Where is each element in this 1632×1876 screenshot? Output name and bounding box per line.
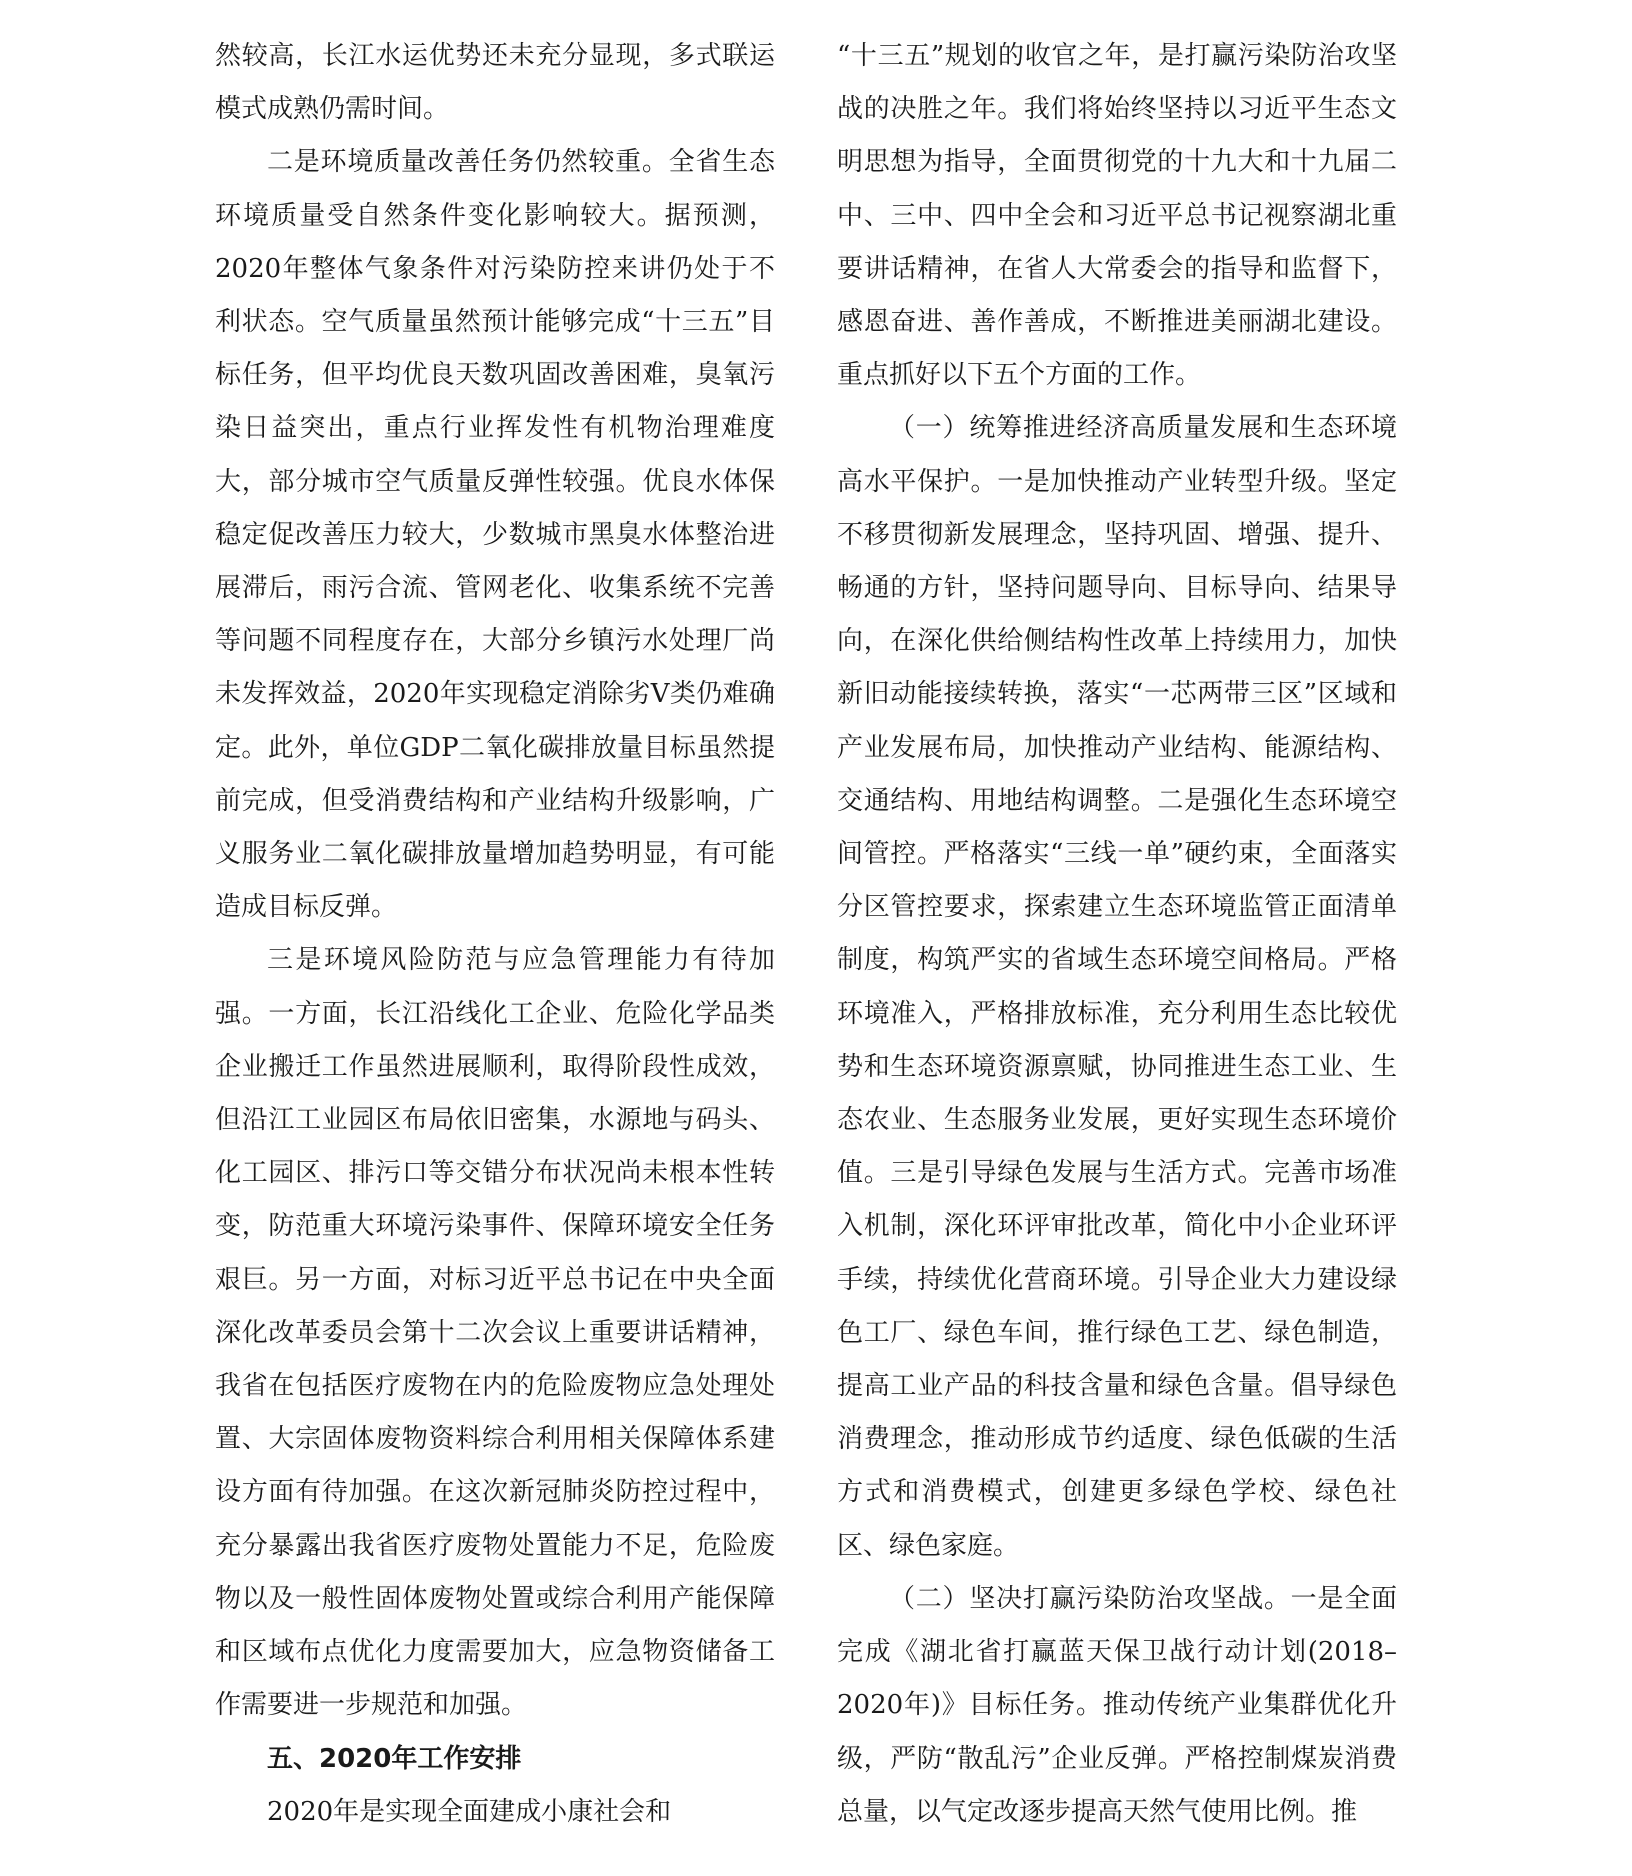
paragraph-continued-right: “十三五”规划的收官之年，是打赢污染防治攻坚战的决胜之年。我们将始终坚持以习近平生态文明思想为指导，全面贯彻党的十九大和十九届二中、三中、四中全会和习近平总书记视察湖北重要讲话精神，在省人大常委会的指导和监督下，感恩奋进、善作善成，不断推进美丽湖北建设。重点抓好以下五个方面的工作。 [837,41,1397,391]
paragraph-item-1: （一）统筹推进经济高质量发展和生态环境高水平保护。一是加快推动产业转型升级。坚定不移贯彻新发展理念，坚持巩固、增强、提升、畅通的方针，坚持问题导向、目标导向、结果导向，在深化供给侧结构性改革上持续用力，加快新旧动能接续转换，落实“一芯两带三区”区域和产业发展布局，加快推动产业结构、能源结构、交通结构、用地结构调整。二是强化生态环境空间管控。严格落实“三线一单”硬约束，全面落实分区管控要求，探索建立生态环境监管正面清单制度，构筑严实的省域生态环境空间格局。严格环境准入，严格排放标准，充分利用生态比较优势和生态环境资源禀赋，协同推进生态工业、生态农业、生态服务业发展，更好实现生态环境价值。三是引导绿色发展与生活方式。完善市场准入机制，深化环评审批改革，简化中小企业环评手续，持续优化营商环境。引导企业大力建设绿色工厂、绿色车间，推行绿色工艺、绿色制造，提高工业产品的科技含量和绿色含量。倡导绿色消费理念，推动形成节约适度、绿色低碳的生活方式和消费模式，创建更多绿色学校、绿色社区、绿色家庭。 [837,413,1397,1561]
paragraph-2020-intro: 2020年是实现全面建成小康社会和 [267,1796,672,1827]
paragraph-item-2: （二）坚决打赢污染防治攻坚战。一是全面完成《湖北省打赢蓝天保卫战行动计划(2018–2020年)》目标任务。推动传统产业集群优化升级，严防“散乱污”企业反弹。严格控制煤炭消费总量，以气定改逐步提高天然气使用比例。推 [837,1583,1397,1827]
paragraph-continued-left: 然较高，长江水运优势还未充分显现，多式联运模式成熟仍需时间。 [215,41,775,125]
paragraph-risk-management: 三是环境风险防范与应急管理能力有待加强。一方面，长江沿线化工企业、危险化学品类企业搬迁工作虽然进展顺利，取得阶段性成效，但沿江工业园区布局依旧密集，水源地与码头、化工园区、排污口等交错分布状况尚未根本性转变，防范重大环境污染事件、保障环境安全任务艰巨。另一方面，对标习近平总书记在中央全面深化改革委员会第十二次会议上重要讲话精神，我省在包括医疗废物在内的危险废物应急处理处置、大宗固体废物资料综合利用相关保障体系建设方面有待加强。在这次新冠肺炎防控过程中，充分暴露出我省医疗废物处置能力不足，危险废物以及一般性固体废物处置或综合利用产能保障和区域布点优化力度需要加大，应急物资储备工作需要进一步规范和加强。 [215,945,775,1721]
paragraph-environment-quality: 二是环境质量改善任务仍然较重。全省生态环境质量受自然条件变化影响较大。据预测，2020年整体气象条件对污染防控来讲仍处于不利状态。空气质量虽然预计能够完成“十三五”目标任务，但平均优良天数巩固改善困难，臭氧污染日益突出，重点行业挥发性有机物治理难度大，部分城市空气质量反弹性较强。优良水体保稳定促改善压力较大，少数城市黑臭水体整治进展滞后，雨污合流、管网老化、收集系统不完善等问题不同程度存在，大部分乡镇污水处理厂尚未发挥效益，2020年实现稳定消除劣Ⅴ类仍难确定。此外，单位GDP二氧化碳排放量目标虽然提前完成，但受消费结构和产业结构升级影响，广义服务业二氧化碳排放量增加趋势明显，有可能造成目标反弹。 [215,147,775,923]
section-heading-2020-plan: 五、2020年工作安排 [267,1743,522,1774]
right-column [837,30,1397,1839]
left-column [215,30,775,1839]
